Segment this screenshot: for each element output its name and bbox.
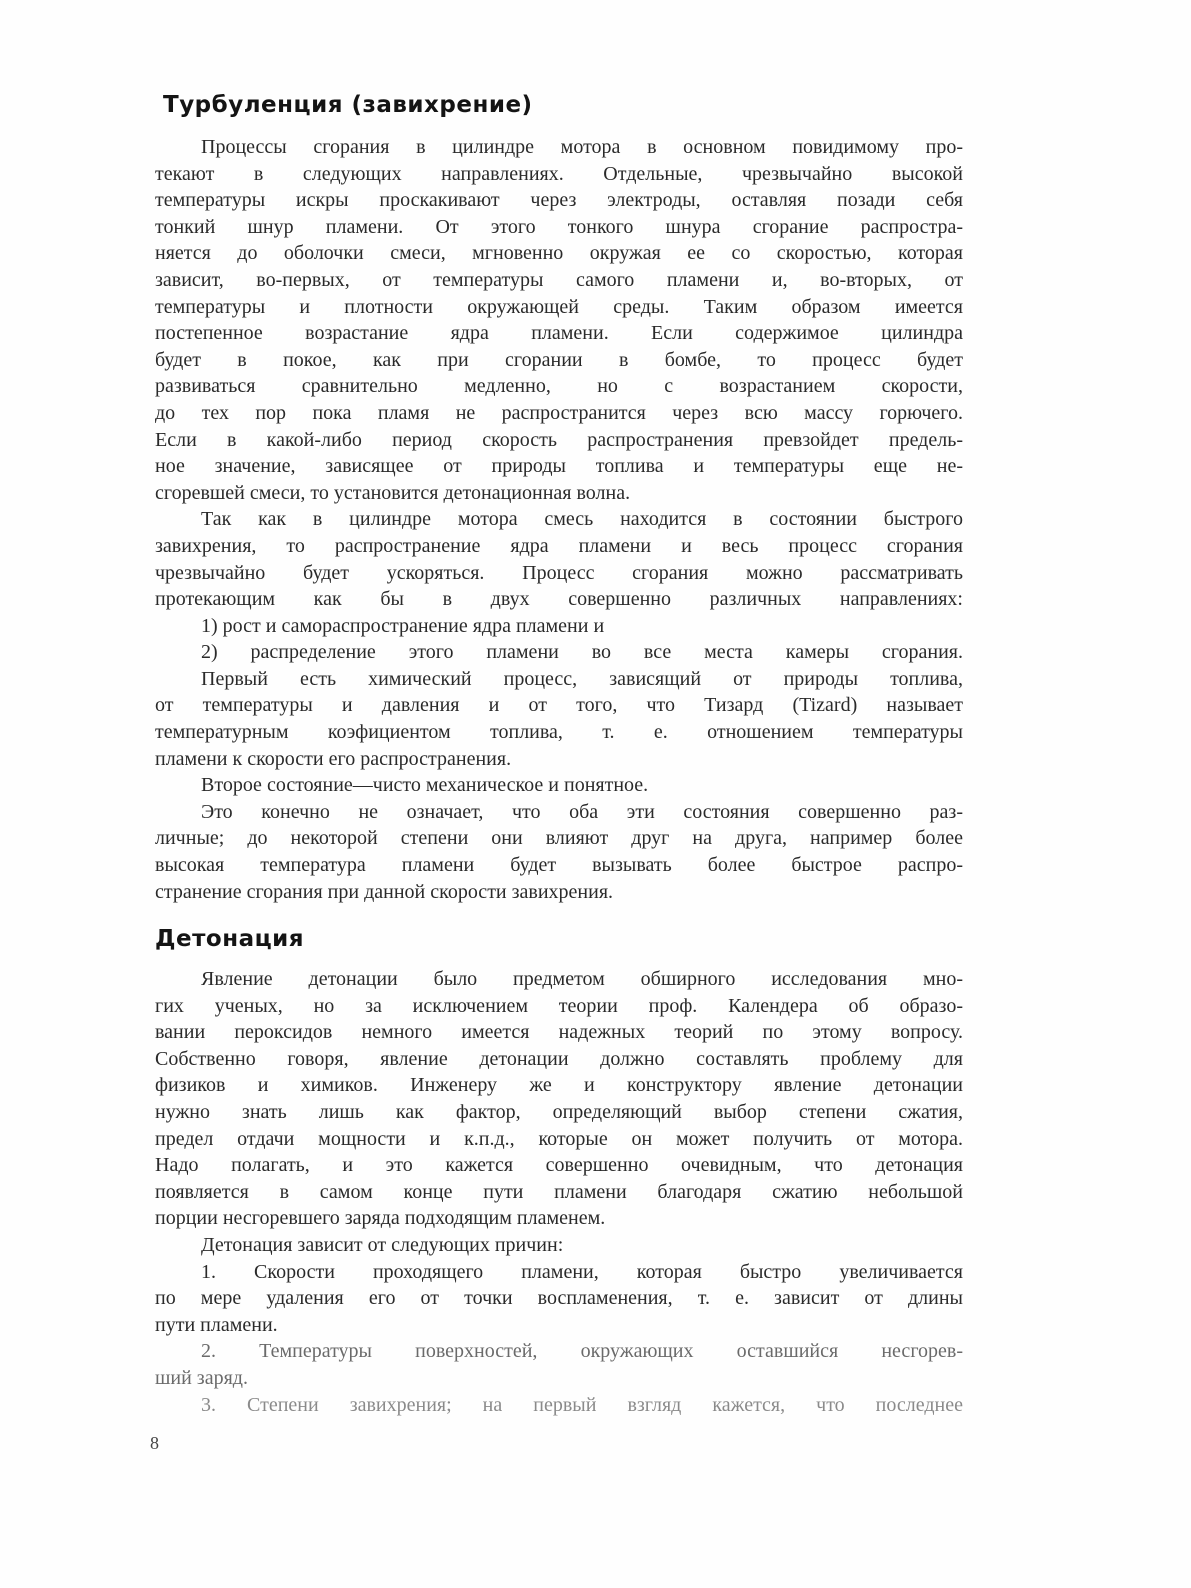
- text-line: странение сгорания при данной скорости завихрения.: [155, 880, 614, 903]
- text-line: Если в какой-либо период скорость распространения превзойдет предель-: [155, 428, 963, 451]
- section-body-detonation: [155, 966, 963, 1418]
- text-line: появляется в самом конце пути пламени благодаря сжатию небольшой: [155, 1180, 963, 1203]
- text-line: 2) распределение этого пламени во все места камеры сгорания.: [201, 641, 963, 664]
- text-line: по мере удаления его от точки воспламенения, т. е. зависит от длины: [155, 1287, 963, 1310]
- text-line: тонкий шнур пламени. От этого тонкого шнура сгорание распростра-: [155, 215, 963, 238]
- section-body-turbulence: [155, 134, 963, 905]
- text-line: постепенное возрастание ядра пламени. Если содержимое цилиндра: [155, 322, 963, 345]
- text-line: порции несгоревшего заряда подходящим пламенем.: [155, 1207, 606, 1230]
- text-line: личные; до некоторой степени они влияют друг на друга, например более: [155, 827, 963, 850]
- section-title-detonation: Детонация: [155, 926, 305, 952]
- text-line: температуры и плотности окружающей среды. Таким образом имеется: [155, 295, 963, 318]
- text-line: высокая температура пламени будет вызывать более быстрое распро-: [155, 854, 963, 877]
- text-line: Надо полагать, и это кажется совершенно очевидным, что детонация: [155, 1154, 963, 1177]
- text-line: 3. Степени завихрения; на первый взгляд кажется, что последнее: [201, 1393, 963, 1416]
- text-line: пламени к скорости его распространения.: [155, 747, 512, 770]
- text-line: развиваться сравнительно медленно, но с возрастанием скорости,: [155, 375, 963, 398]
- text-line: Явление детонации было предметом обширного исследования мно-: [201, 968, 963, 990]
- text-line: чрезвычайно будет ускоряться. Процесс сгорания можно рассматривать: [155, 561, 963, 584]
- text-line: 1) рост и самораспространение ядра пламени и: [201, 614, 605, 637]
- text-line: текают в следующих направлениях. Отдельные, чрезвычайно высокой: [155, 162, 963, 185]
- text-line: Собственно говоря, явление детонации должно составлять проблему для: [155, 1047, 963, 1070]
- page-number: 8: [150, 1433, 159, 1453]
- text-line: сгоревшей смеси, то установится детонационная волна.: [155, 481, 631, 504]
- text-line: Процессы сгорания в цилиндре мотора в основном повидимому про-: [201, 136, 963, 158]
- text-line: температурным коэфициентом топлива, т. е. отношением температуры: [155, 721, 963, 744]
- text-line: Так как в цилиндре мотора смесь находится в состоянии быстрого: [201, 508, 963, 531]
- text-line: вании пероксидов немного имеется надежных теорий по этому вопросу.: [155, 1021, 963, 1044]
- text-line: 2. Температуры поверхностей, окружающих оставшийся несгорев-: [201, 1340, 963, 1363]
- text-line: 1. Скорости проходящего пламени, которая быстро увеличивается: [201, 1260, 963, 1283]
- text-line: протекающим как бы в двух совершенно различных направлениях:: [155, 588, 963, 611]
- text-line: завихрения, то распространение ядра пламени и весь процесс сгорания: [155, 534, 963, 557]
- text-line: Второе состояние—чисто механическое и понятное.: [201, 774, 649, 797]
- text-line: Детонация зависит от следующих причин:: [201, 1233, 564, 1256]
- section-title-turbulence: Турбуленция (завихрение): [163, 92, 533, 118]
- text-line: Первый есть химический процесс, зависящий от природы топлива,: [201, 667, 963, 690]
- text-line: зависит, во-первых, от температуры самого пламени и, во-вторых, от: [155, 268, 963, 291]
- text-line: ное значение, зависящее от природы топлива и температуры еще не-: [155, 455, 963, 478]
- text-line: будет в покое, как при сгорании в бомбе, то процесс будет: [155, 348, 963, 371]
- text-line: гих ученых, но за исключением теории проф. Календера об образо-: [155, 994, 963, 1017]
- text-line: Это конечно не означает, что оба эти состояния совершенно раз-: [201, 800, 963, 823]
- text-line: физиков и химиков. Инженеру же и конструктору явление детонации: [155, 1074, 963, 1097]
- text-line: температуры искры проскакивают через электроды, оставляя позади себя: [155, 189, 963, 212]
- text-line: от температуры и давления и от того, что Тизард (Tizard) называет: [155, 694, 963, 717]
- text-line: пути пламени.: [155, 1313, 278, 1336]
- text-line: нужно знать лишь как фактор, определяющий выбор степени сжатия,: [155, 1100, 963, 1123]
- text-line: до тех пор пока пламя не распространится через всю массу горючего.: [155, 401, 963, 424]
- text-line: ший заряд.: [155, 1366, 248, 1389]
- text-line: предел отдачи мощности и к.п.д., которые он может получить от мотора.: [155, 1127, 963, 1150]
- text-line: няется до оболочки смеси, мгновенно окружая ее со скоростью, которая: [155, 242, 963, 265]
